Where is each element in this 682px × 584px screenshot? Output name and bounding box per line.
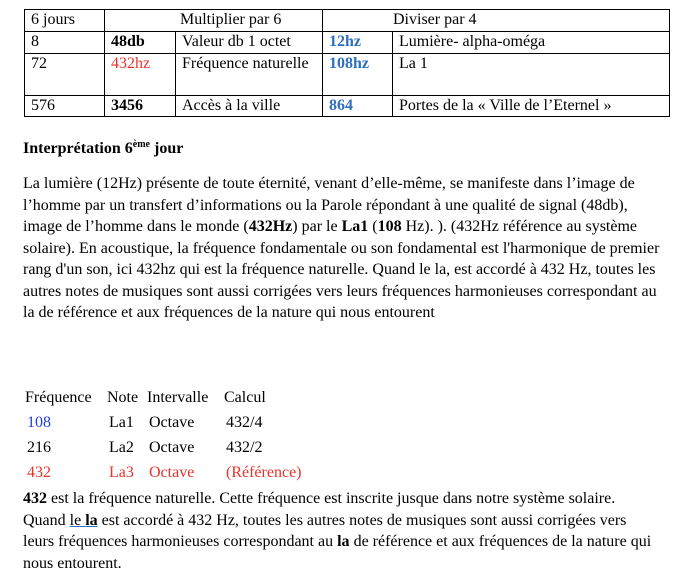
para2-underlined-la: la bbox=[85, 511, 98, 529]
notes-note: La3 bbox=[109, 464, 134, 481]
para1-bold-108: 108 bbox=[377, 218, 402, 235]
notes-row bbox=[25, 438, 326, 463]
multiplication-table bbox=[24, 9, 670, 117]
header-divide: Diviser par 4 bbox=[323, 10, 670, 32]
notes-frequency: 108 bbox=[27, 414, 51, 431]
para1-text-1: La lumière (12Hz) présente de toute éternité, venant d’elle-même, se manifeste dans l’image de l’homme par un transfert d’informations ou la Parole répondant à une qualité de signal (48db), image de l’homme dans le monde ( bbox=[23, 175, 635, 235]
para1-text-3: ( bbox=[368, 218, 378, 235]
para2-text-2: est accordé à 432 Hz, toutes les autres notes de musiques sont aussi corrigées vers leurs fréquences harmonieuses correspondant au bbox=[23, 511, 627, 550]
notes-interval: Octave bbox=[149, 464, 195, 481]
cell-meaning bbox=[176, 32, 323, 54]
para2-bold-432: 432 bbox=[23, 490, 47, 507]
cell-divided-meaning: La 1 bbox=[393, 54, 670, 96]
cell-meaning-text: Valeur db 1 octet bbox=[182, 33, 291, 50]
para2-text-3: de référence et aux fréquences de la nature qui nous entourent. bbox=[23, 533, 652, 572]
section-heading bbox=[23, 139, 183, 159]
cell-days: 8 bbox=[25, 32, 105, 54]
notes-header-note: Note bbox=[107, 389, 139, 406]
table-row bbox=[25, 96, 670, 117]
notes-frequency: 216 bbox=[27, 439, 51, 456]
para1-text-2: ) par le bbox=[292, 218, 342, 235]
notes-header-row bbox=[25, 388, 326, 413]
para2-underlined-le: le bbox=[69, 511, 86, 529]
notes-calcul: 432/2 bbox=[226, 439, 263, 456]
notes-calcul: 432/4 bbox=[226, 414, 263, 431]
cell-meaning: Fréquence naturelle bbox=[176, 54, 323, 96]
heading-suffix: jour bbox=[149, 140, 184, 157]
notes-header-interval: Intervalle bbox=[147, 389, 209, 406]
heading-superscript: ème bbox=[132, 139, 150, 150]
header-multiply: Multiplier par 6 bbox=[105, 10, 323, 32]
heading-text: Interprétation 6 bbox=[23, 140, 133, 157]
cell-multiplied: 432hz bbox=[105, 54, 176, 96]
cell-divided: 108hz bbox=[323, 54, 393, 96]
header-days: 6 jours bbox=[25, 10, 105, 32]
notes-frequency: 432 bbox=[27, 464, 51, 481]
cell-multiplied: 48db bbox=[105, 32, 176, 54]
para1-text-4: Hz). ). (432Hz référence au système solaire). En acoustique, la fréquence fondamentale ou son fondamental est l'harmonique de premier rang d'un son, ici 432hz qui est la fréquence naturelle. Quand le la, est accordé à 432 Hz, toutes les autres notes de musiques sont aussi corrigées vers leurs fréquences harmonieuses correspondant au la de référence et aux fréquences de la nature qui nous entourent bbox=[23, 218, 660, 321]
table-row bbox=[25, 54, 670, 96]
para2-bold-la: la bbox=[337, 533, 350, 550]
cell-divided: 864 bbox=[323, 96, 393, 117]
para2-text-1: est la fréquence naturelle. Cette fréquence est inscrite jusque dans notre système solaire. Quand bbox=[23, 490, 616, 529]
cell-days: 576 bbox=[25, 96, 105, 117]
notes-interval: Octave bbox=[149, 439, 195, 456]
para1-bold-la1: La1 bbox=[341, 218, 369, 235]
notes-calcul: (Référence) bbox=[226, 464, 302, 481]
notes-row-reference bbox=[25, 463, 326, 488]
notes-interval: Octave bbox=[149, 414, 195, 431]
cell-meaning: Accès à la ville bbox=[176, 96, 323, 117]
cell-divided-meaning: Lumière- alpha-oméga bbox=[393, 32, 670, 54]
cell-divided: 12hz bbox=[323, 32, 393, 54]
cell-divided-meaning: Portes de la « Ville de l’Eternel » bbox=[393, 96, 670, 117]
para1-bold-432hz: 432Hz bbox=[248, 218, 293, 235]
notes-table bbox=[25, 388, 326, 488]
interpretation-paragraph bbox=[23, 173, 661, 324]
cell-multiplied: 3456 bbox=[105, 96, 176, 117]
notes-header-calcul: Calcul bbox=[224, 389, 266, 406]
notes-row bbox=[25, 413, 326, 438]
conclusion-paragraph bbox=[23, 488, 661, 574]
table-row bbox=[25, 32, 670, 54]
table-header-row bbox=[25, 10, 670, 32]
cell-days: 72 bbox=[25, 54, 105, 96]
notes-note: La1 bbox=[109, 414, 134, 431]
notes-header-frequency: Fréquence bbox=[25, 389, 92, 406]
notes-note: La2 bbox=[109, 439, 134, 456]
